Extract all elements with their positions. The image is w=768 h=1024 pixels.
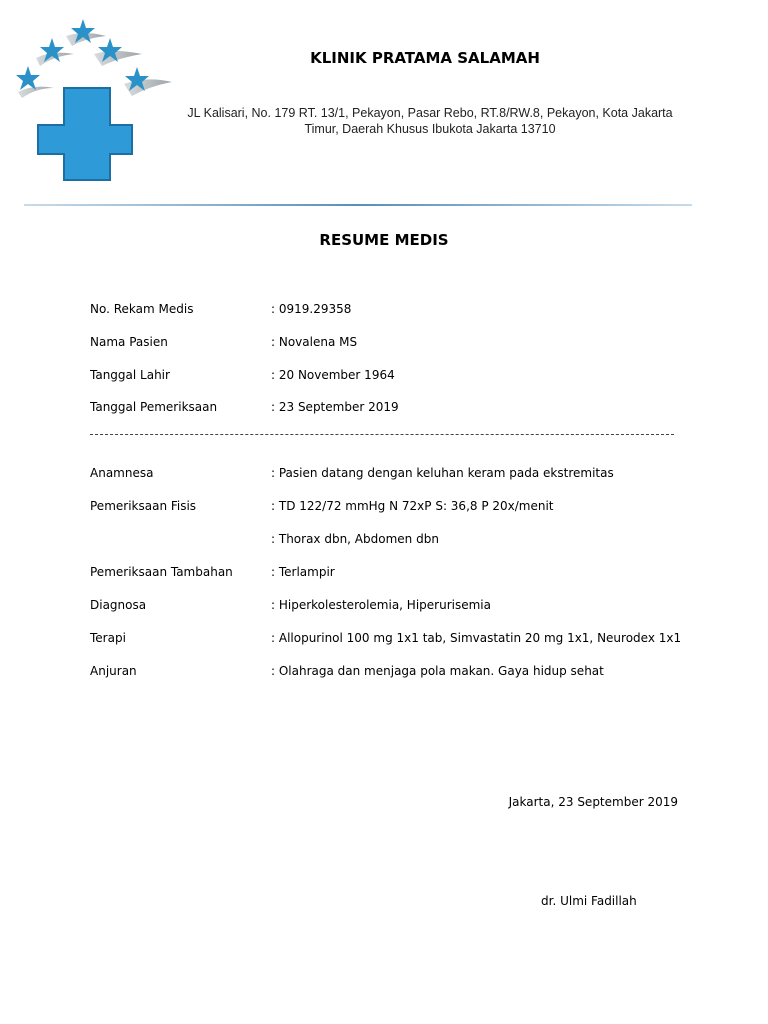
field-value: : TD 122/72 mmHg N 72xP S: 36,8 P 20x/menit [271, 499, 554, 513]
field-label: Terapi [90, 631, 126, 645]
field-label: No. Rekam Medis [90, 302, 194, 316]
field-value: : Novalena MS [271, 335, 358, 349]
field-row-patient-name [90, 335, 710, 353]
field-row-physical-exam [90, 499, 710, 517]
document-title: RESUME MEDIS [319, 231, 449, 249]
medical-cross-icon [38, 88, 132, 180]
field-row-therapy [90, 631, 710, 649]
field-row-anamnesis [90, 466, 710, 484]
field-label: Tanggal Lahir [90, 368, 170, 382]
field-value: : Thorax dbn, Abdomen dbn [271, 532, 439, 546]
field-row-additional-exam [90, 565, 710, 583]
field-value: : 0919.29358 [271, 302, 352, 316]
header-divider [24, 204, 692, 206]
field-label: Pemeriksaan Tambahan [90, 565, 233, 579]
field-label: Anjuran [90, 664, 137, 678]
clinic-logo [14, 14, 174, 184]
field-value: : Terlampir [271, 565, 335, 579]
field-value: : Pasien datang dengan keluhan keram pada ekstremitas [271, 466, 614, 480]
section-divider [90, 434, 674, 435]
clinic-address: JL Kalisari, No. 179 RT. 13/1, Pekayon, Pasar Rebo, RT.8/RW.8, Pekayon, Kota Jakarta Timur, Daerah Khusus Ibukota Jakarta 13710 [187, 106, 673, 136]
field-row-medical-record-number [90, 302, 710, 320]
field-row-diagnosis [90, 598, 710, 616]
clinic-name: KLINIK PRATAMA SALAMAH [310, 49, 540, 67]
field-row-physical-exam-continued [90, 532, 710, 550]
field-row-exam-date [90, 400, 710, 418]
field-label: Tanggal Pemeriksaan [90, 400, 218, 414]
field-row-recommendation [90, 664, 710, 682]
field-value: : 23 September 2019 [271, 400, 399, 414]
field-label: Pemeriksaan Fisis [90, 499, 197, 513]
star-icon [16, 66, 40, 90]
doctor-name: dr. Ulmi Fadillah [541, 894, 637, 908]
field-row-birth-date [90, 368, 710, 386]
field-label: Diagnosa [90, 598, 147, 612]
field-value: : Allopurinol 100 mg 1x1 tab, Simvastatin 20 mg 1x1, Neurodex 1x1 [271, 631, 682, 645]
field-label: Nama Pasien [90, 335, 168, 349]
field-value: : Olahraga dan menjaga pola makan. Gaya hidup sehat [271, 664, 604, 678]
signature-place-date: Jakarta, 23 September 2019 [508, 795, 678, 809]
field-value: : Hiperkolesterolemia, Hiperurisemia [271, 598, 491, 612]
field-value: : 20 November 1964 [271, 368, 395, 382]
field-label: Anamnesa [90, 466, 154, 480]
